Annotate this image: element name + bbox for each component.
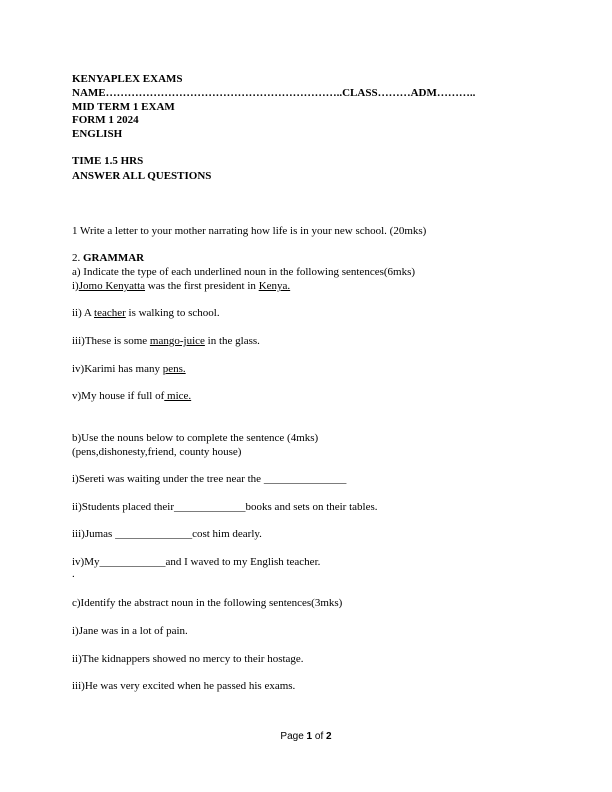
school-name: KENYAPLEX EXAMS <box>72 73 183 85</box>
part-a-item-5 <box>72 390 191 402</box>
part-a-item-3 <box>72 335 260 347</box>
of-label: of <box>312 731 327 742</box>
exam-duration: TIME 1.5 HRS <box>72 155 144 167</box>
item-text: ii) A <box>72 307 95 319</box>
form-year: FORM 1 2024 <box>72 114 139 126</box>
item-text: was the first president in <box>145 280 259 292</box>
current-page-number: 1 <box>306 731 313 742</box>
part-b-instruction: b)Use the nouns below to complete the sentence (4mks) <box>72 432 319 444</box>
underlined-noun: mango-juice <box>149 335 205 347</box>
part-c-item-3: iii)He was very excited when he passed his exams. <box>72 680 296 692</box>
part-c-item-2: ii)The kidnappers showed no mercy to their hostage. <box>72 653 304 665</box>
part-a-item-4 <box>72 363 186 375</box>
underlined-noun: mice. <box>164 390 192 402</box>
question-2-title: GRAMMAR <box>83 252 145 264</box>
stray-mark: . <box>72 568 75 580</box>
underlined-noun: Kenya. <box>258 280 291 292</box>
subject: ENGLISH <box>72 128 123 140</box>
part-c-item-1: i)Jane was in a lot of pain. <box>72 625 188 637</box>
part-a-item-1 <box>72 280 290 292</box>
exam-instruction: ANSWER ALL QUESTIONS <box>72 170 212 182</box>
item-text: v)My house if full of <box>72 390 165 402</box>
part-a-instruction: a) Indicate the type of each underlined noun in the following sentences(6mks) <box>72 266 416 278</box>
part-b-word-list: (pens,dishonesty,friend, county house) <box>72 446 242 458</box>
part-b-item-1: i)Sereti was waiting under the tree near the _______________ <box>72 473 347 485</box>
question-2-heading <box>72 252 144 264</box>
item-text: iii)These is some <box>72 335 150 347</box>
question-2-number: 2. <box>72 252 83 264</box>
total-pages-number: 2 <box>326 731 332 742</box>
part-b-item-2: ii)Students placed their_____________books and sets on their tables. <box>72 501 378 513</box>
part-c-instruction: c)Identify the abstract noun in the following sentences(3mks) <box>72 597 343 609</box>
item-text: in the glass. <box>204 335 260 347</box>
student-details-line: NAME………………………………………………………..CLASS………ADM……….. <box>72 87 476 99</box>
item-text: iv)Karimi has many <box>72 363 163 375</box>
underlined-noun: teacher <box>94 307 126 319</box>
exam-title: MID TERM 1 EXAM <box>72 101 175 113</box>
underlined-noun: pens. <box>162 363 186 375</box>
underlined-noun: Jomo Kenyatta <box>78 280 146 292</box>
part-a-item-2 <box>72 307 220 319</box>
item-text: i) <box>72 280 79 292</box>
part-b-item-3: iii)Jumas ______________cost him dearly. <box>72 528 262 540</box>
page-label: Page <box>280 731 307 742</box>
page-footer <box>0 731 612 743</box>
item-text: is walking to school. <box>125 307 220 319</box>
question-1: 1 Write a letter to your mother narrating how life is in your new school. (20mks) <box>72 225 427 237</box>
part-b-item-4: iv)My____________and I waved to my English teacher. <box>72 556 321 568</box>
